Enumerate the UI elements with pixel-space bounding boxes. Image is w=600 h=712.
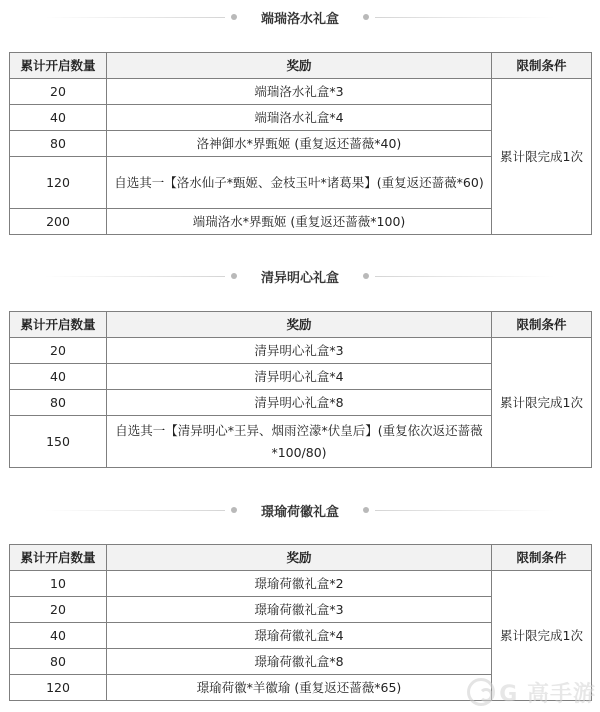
count-cell: 120 [10,157,107,209]
count-cell: 80 [10,131,107,157]
count-cell: 80 [10,649,107,675]
table-header-row [10,53,592,79]
limit-cell: 累计限完成1次 [492,571,592,701]
reward-cell: 端瑞洛水礼盒*3 [107,79,492,105]
count-cell: 120 [10,675,107,701]
header-limit: 限制条件 [492,545,592,571]
divider-dot [231,507,237,513]
table-header-row [10,312,592,338]
header-reward: 奖励 [107,545,492,571]
section-title-text: 清异明心礼盒 [260,270,339,286]
reward-cell: 清异明心礼盒*3 [107,338,492,364]
section-title-3 [0,500,600,520]
count-cell: 40 [10,623,107,649]
section-title-text: 端瑞洛水礼盒 [260,11,339,27]
header-reward: 奖励 [107,312,492,338]
reward-cell: 璟瑜荷徽*羊徽瑜 (重复返还蔷薇*65) [107,675,492,701]
header-count: 累计开启数量 [10,545,107,571]
header-limit: 限制条件 [492,312,592,338]
watermark [467,674,596,710]
section-title-text: 璟瑜荷徽礼盒 [260,504,339,520]
count-cell: 20 [10,597,107,623]
limit-cell: 累计限完成1次 [492,338,592,468]
count-cell: 200 [10,209,107,235]
count-cell: 10 [10,571,107,597]
reward-cell: 自选其一【洛水仙子*甄姬、金枝玉叶*诸葛果】(重复返还蔷薇*60) [107,157,492,209]
reward-cell: 清异明心礼盒*8 [107,390,492,416]
divider-dot [363,14,369,20]
watermark-logo-icon [467,678,495,706]
divider-dot [231,14,237,20]
header-count: 累计开启数量 [10,53,107,79]
divider-dot [363,507,369,513]
reward-cell: 璟瑜荷徽礼盒*8 [107,649,492,675]
reward-cell: 洛神御水*界甄姬 (重复返还蔷薇*40) [107,131,492,157]
divider-dot [231,273,237,279]
reward-cell: 端瑞洛水*界甄姬 (重复返还蔷薇*100) [107,209,492,235]
count-cell: 40 [10,105,107,131]
section-title-1 [0,7,600,27]
divider-dot [363,273,369,279]
watermark-text: G 高手游 [499,681,596,707]
header-count: 累计开启数量 [10,312,107,338]
table-row [10,571,592,597]
reward-cell: 璟瑜荷徽礼盒*4 [107,623,492,649]
header-limit: 限制条件 [492,53,592,79]
count-cell: 40 [10,364,107,390]
reward-cell: 璟瑜荷徽礼盒*3 [107,597,492,623]
reward-cell: 自选其一【清异明心*王异、烟雨涳濛*伏皇后】(重复依次返还蔷薇*100/80) [107,416,492,468]
table-row [10,338,592,364]
table-header-row [10,545,592,571]
count-cell: 80 [10,390,107,416]
header-reward: 奖励 [107,53,492,79]
reward-cell: 璟瑜荷徽礼盒*2 [107,571,492,597]
reward-cell: 清异明心礼盒*4 [107,364,492,390]
section-title-2 [0,266,600,286]
reward-cell: 端瑞洛水礼盒*4 [107,105,492,131]
table-row [10,79,592,105]
count-cell: 150 [10,416,107,468]
limit-cell: 累计限完成1次 [492,79,592,235]
reward-table-1 [9,52,592,235]
reward-table-2 [9,311,592,468]
count-cell: 20 [10,338,107,364]
count-cell: 20 [10,79,107,105]
